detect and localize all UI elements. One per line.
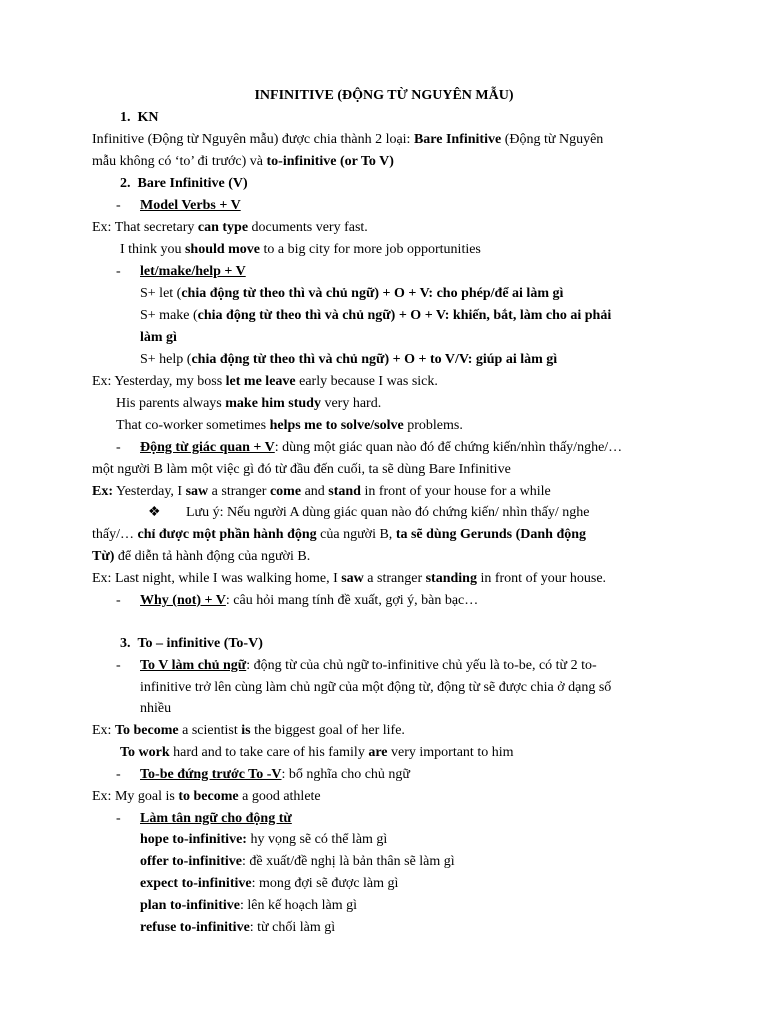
page-title: INFINITIVE (ĐỘNG TỪ NGUYÊN MẪU) — [254, 88, 514, 103]
to-subject-line-2: infinitive trở lên cùng làm chủ ngữ của một động từ, động từ sẽ được chia ở dạng số — [140, 680, 612, 695]
to-subject-line-3: nhiều — [140, 701, 172, 716]
object-heading: - Làm tân ngữ cho động từ — [116, 811, 292, 826]
list-item: offer to-infinitive: đề xuất/đề nghị là bản thân sẽ làm gì — [140, 854, 455, 869]
list-item: hope to-infinitive: hy vọng sẽ có thể làm gì — [140, 832, 388, 847]
sense-heading: - Động từ giác quan + V: dùng một giác quan nào đó để chứng kiến/nhìn thấy/nghe/… — [116, 440, 623, 455]
make-rule-cont: làm gì — [140, 330, 177, 345]
to-subject-example-1: Ex: To become a scientist is the biggest goal of her life. — [92, 723, 405, 738]
modal-heading: - Model Verbs + V — [116, 198, 241, 213]
list-item: plan to-infinitive: lên kế hoạch làm gì — [140, 898, 357, 913]
to-subject-heading: - To V làm chủ ngữ: động từ của chủ ngữ to-infinitive chủ yếu là to-be, có từ 2 to- — [116, 658, 597, 673]
help-rule: S+ help (chia động từ theo thì và chủ ngữ) + O + to V/V: giúp ai làm gì — [140, 352, 558, 367]
let-example-3: That co-worker sometimes helps me to solve/solve problems. — [116, 418, 463, 433]
sense-example-2: Ex: Last night, while I was walking home, I saw a stranger standing in front of your house. — [92, 571, 607, 586]
tobe-heading: - To-be đứng trước To -V: bổ nghĩa cho chủ ngữ — [116, 767, 411, 782]
modal-example-2: I think you should move to a big city for more job opportunities — [120, 242, 481, 257]
kn-line-1: Infinitive (Động từ Nguyên mẫu) được chia thành 2 loại: Bare Infinitive (Động từ Nguyên — [92, 132, 604, 147]
note-line-1: ❖ Lưu ý: Nếu người A dùng giác quan nào đó chứng kiến/ nhìn thấy/ nghe — [148, 503, 589, 523]
sense-example-1: Ex: Yesterday, I saw a stranger come and stand in front of your house for a while — [92, 484, 551, 499]
let-example-2: His parents always make him study very hard. — [116, 396, 382, 411]
kn-line-2: mẫu không có ‘to’ đi trước) và to-infinitive (or To V) — [92, 154, 394, 169]
section-3-heading: 3. To – infinitive (To-V) — [120, 636, 263, 651]
section-1-heading: 1. KN — [120, 110, 159, 125]
let-heading: - let/make/help + V — [116, 264, 246, 279]
tobe-example: Ex: My goal is to become a good athlete — [92, 789, 321, 804]
let-rule: S+ let (chia động từ theo thì và chủ ngữ) + O + V: cho phép/để ai làm gì — [140, 286, 564, 301]
list-item: refuse to-infinitive: từ chối làm gì — [140, 920, 336, 935]
modal-example-1: Ex: That secretary can type documents very fast. — [92, 220, 368, 235]
note-line-2: thấy/… chỉ được một phần hành động của người B, ta sẽ dùng Gerunds (Danh động — [92, 527, 587, 542]
make-rule: S+ make (chia động từ theo thì và chủ ngữ) + O + V: khiến, bắt, làm cho ai phải — [140, 308, 612, 323]
sense-line-2: một người B làm một việc gì đó từ đầu đến cuối, ta sẽ dùng Bare Infinitive — [92, 462, 511, 477]
list-item: expect to-infinitive: mong đợi sẽ được làm gì — [140, 876, 399, 891]
section-2-heading: 2. Bare Infinitive (V) — [120, 176, 248, 191]
to-subject-example-2: To work hard and to take care of his family are very important to him — [120, 745, 514, 760]
why-heading: - Why (not) + V: câu hỏi mang tính đề xuất, gợi ý, bàn bạc… — [116, 593, 479, 608]
diamond-bullet-icon: ❖ — [148, 505, 161, 520]
let-example-1: Ex: Yesterday, my boss let me leave early because I was sick. — [92, 374, 438, 389]
note-line-3: Từ) để diễn tả hành động của người B. — [92, 549, 311, 564]
